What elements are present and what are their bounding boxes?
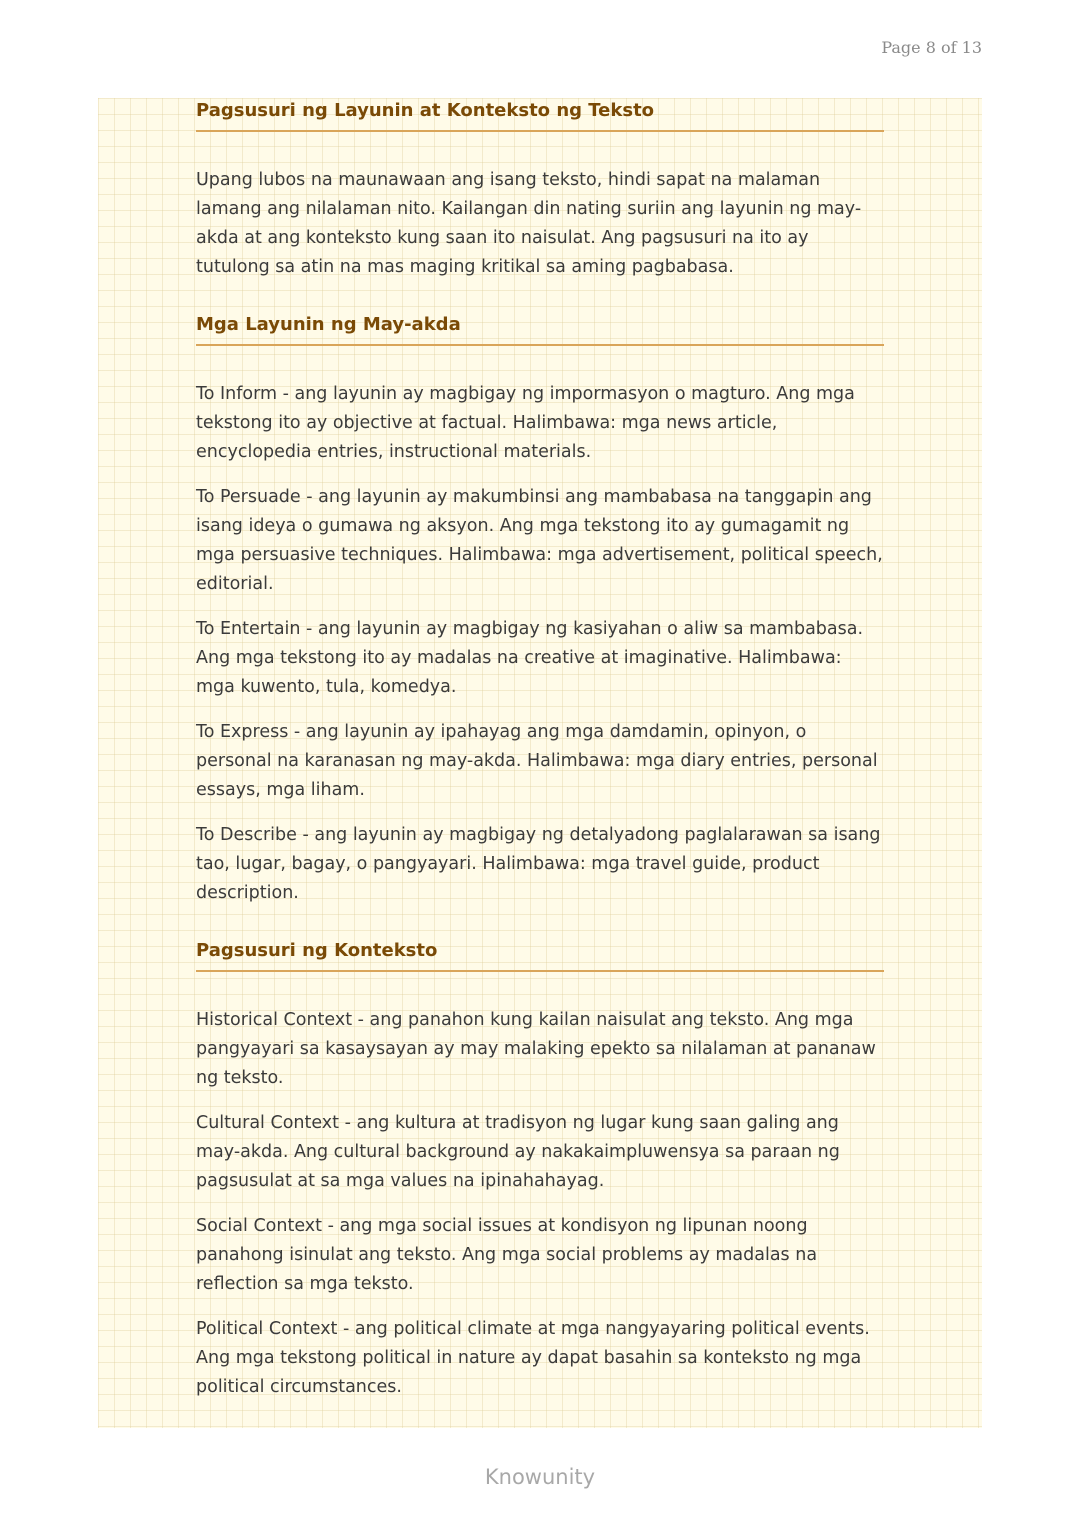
section-mga-layunin: [196, 312, 884, 908]
paragraph: Upang lubos na maunawaan ang isang teksto, hindi sapat na malaman lamang ang nilalaman nito. Kailangan din nating suriin ang layunin ng may-akda at ang konteksto kung saan ito naisulat. Ang pagsusuri na ito ay tutulong sa atin na mas maging kritikal sa aming pagbabasa.: [196, 170, 862, 277]
document-content: [196, 98, 884, 1418]
section-heading: Mga Layunin ng May-akda: [196, 312, 884, 346]
paragraph: Social Context - ang mga social issues at kondisyon ng lipunan noong panahong isinulat ang teksto. Ang mga social problems ay madalas na reflection sa mga teksto.: [196, 1216, 818, 1294]
paragraph: To Express - ang layunin ay ipahayag ang mga damdamin, opinyon, o personal na karanasan ng may-akda. Halimbawa: mga diary entries, personal essays, mga liham.: [196, 722, 878, 800]
section-layunin-konteksto: [196, 98, 884, 282]
paragraph: To Inform - ang layunin ay magbigay ng impormasyon o magturo. Ang mga tekstong ito ay objective at factual. Halimbawa: mga news article, encyclopedia entries, instructional materials.: [196, 384, 855, 462]
footer-brand: Knowunity: [484, 1465, 596, 1489]
paragraph: Historical Context - ang panahon kung kailan naisulat ang teksto. Ang mga pangyayari sa kasaysayan ay may malaking epekto sa nilalaman at pananaw ng teksto.: [196, 1010, 876, 1088]
page-number: Page 8 of 13: [881, 38, 982, 57]
paragraph: Cultural Context - ang kultura at tradisyon ng lugar kung saan galing ang may-akda. Ang cultural background ay nakakaimpluwensya sa paraan ng pagsusulat at sa mga values na ipinahahayag.: [196, 1113, 840, 1191]
paragraph: To Persuade - ang layunin ay makumbinsi ang mambabasa na tanggapin ang isang ideya o gumawa ng aksyon. Ang mga tekstong ito ay gumagamit ng mga persuasive techniques. Halimbawa: mga advertisement, political speech, editorial.: [196, 487, 883, 594]
notes-paper: [98, 98, 982, 1428]
section-pagsusuri-konteksto: [196, 938, 884, 1402]
paragraph: Political Context - ang political climate at mga nangyayaring political events. Ang mga tekstong political in nature ay dapat basahin sa konteksto ng mga political circumstances.: [196, 1319, 870, 1397]
paragraph: To Entertain - ang layunin ay magbigay ng kasiyahan o aliw sa mambabasa. Ang mga tekstong ito ay madalas na creative at imaginative. Halimbawa: mga kuwento, tula, komedya.: [196, 619, 864, 697]
section-heading: Pagsusuri ng Konteksto: [196, 938, 884, 972]
section-heading: Pagsusuri ng Layunin at Konteksto ng Teksto: [196, 98, 884, 132]
paragraph: To Describe - ang layunin ay magbigay ng detalyadong paglalarawan sa isang tao, lugar, bagay, o pangyayari. Halimbawa: mga travel guide, product description.: [196, 825, 881, 903]
